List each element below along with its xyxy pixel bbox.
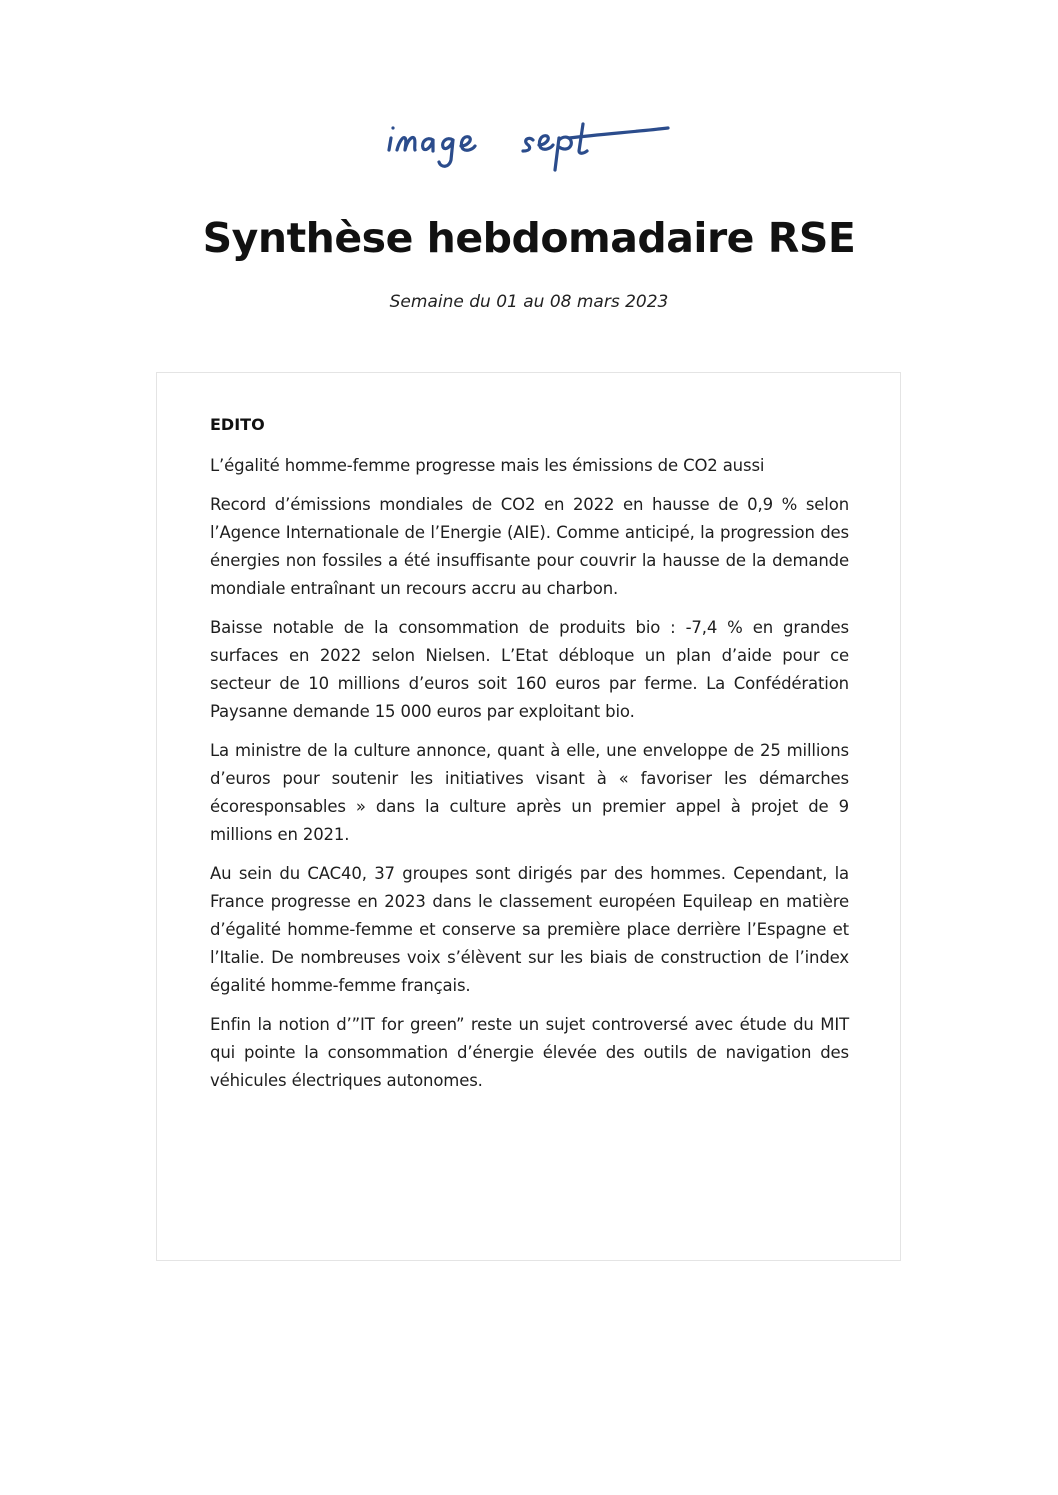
edito-paragraph-it-for-green: Enfin la notion d’”IT for green” reste un sujet controversé avec étude du MIT qui pointe la consommation d’énergie élevée des outils de navigation des véhicules électriques autonomes. (210, 1015, 849, 1090)
page-title: Synthèse hebdomadaire RSE (202, 214, 856, 262)
edito-paragraph-organic-products: Baisse notable de la consommation de produits bio : -7,4 % en grandes surfaces en 2022 selon Nielsen. L’Etat débloque un plan d’aide pour ce secteur de 10 millions d’euros soit 160 euros par ferme. La Confédération Paysanne demande 15 000 euros par exploitant bio. (210, 618, 849, 721)
page-subtitle-date-range: Semaine du 01 au 08 mars 2023 (389, 292, 669, 312)
edito-paragraph-co2-emissions: Record d’émissions mondiales de CO2 en 2022 en hausse de 0,9 % selon l’Agence Internationale de l’Energie (AIE). Comme anticipé, la progression des énergies non fossiles a été insuffisante pour couvrir la hausse de la demande mondiale entraînant un recours accru au charbon. (210, 495, 849, 598)
edito-content (210, 415, 849, 1106)
edito-paragraph-gender-equality: Au sein du CAC40, 37 groupes sont dirigés par des hommes. Cependant, la France progresse en 2023 dans le classement européen Equileap en matière d’égalité homme-femme et conserve sa première place derrière l’Espagne et l’Italie. De nombreuses voix s’élèvent sur les biais de construction de l’index égalité homme-femme français. (210, 864, 849, 995)
edito-paragraph-culture-ministry: La ministre de la culture annonce, quant à elle, une enveloppe de 25 millions d’euros pour soutenir les initiatives visant à « favoriser les démarches écoresponsables » dans la culture après un premier appel à projet de 9 millions en 2021. (210, 741, 849, 844)
edito-card (156, 372, 901, 1261)
image-sept-logo (383, 108, 673, 178)
edito-headline: L’égalité homme-femme progresse mais les émissions de CO2 aussi (210, 456, 765, 475)
edito-heading: EDITO (210, 415, 265, 434)
